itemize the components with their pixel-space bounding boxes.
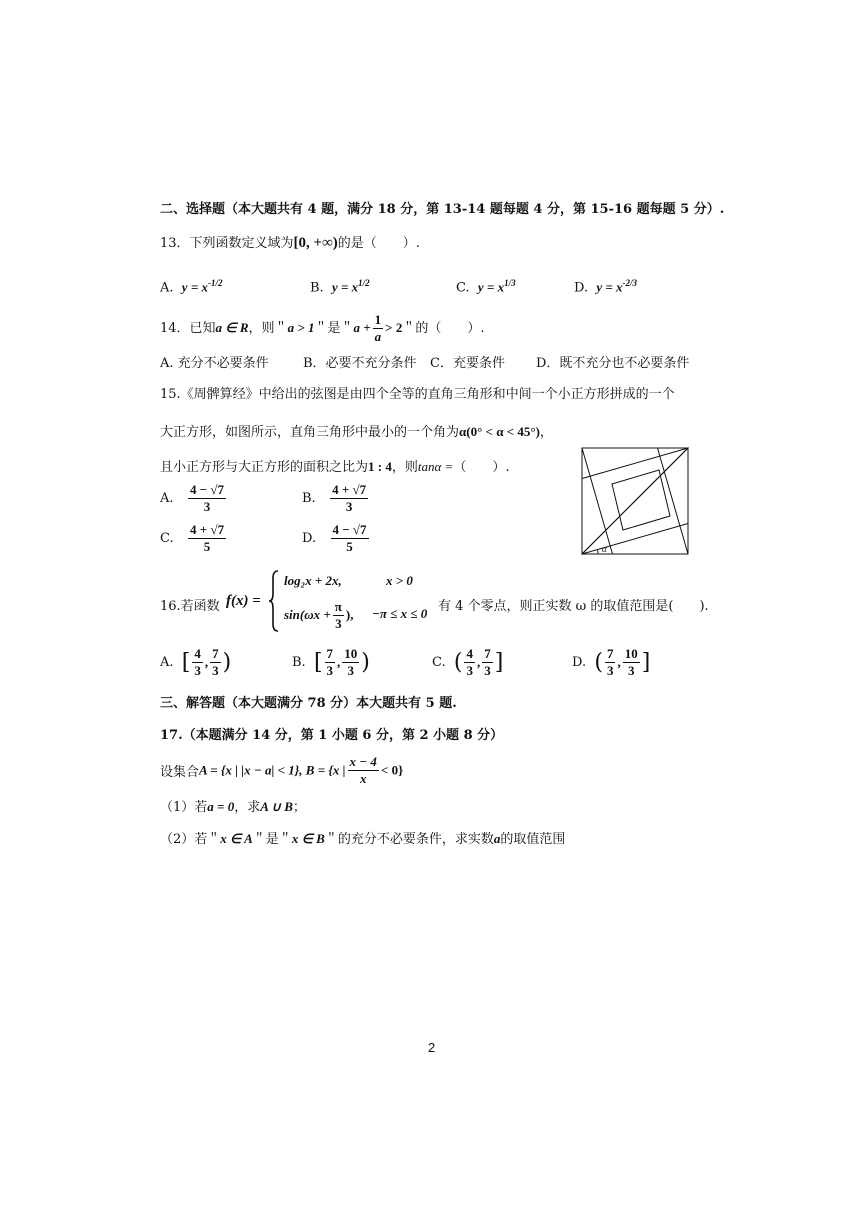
- q15-option-a[interactable]: A. $\frac{4 - √7}{3}$: [160, 482, 224, 514]
- q15-option-b[interactable]: B. $\frac{4 + √7}{3}$: [302, 482, 367, 514]
- q13-option-d[interactable]: D. $y = x^{-2/3}$: [574, 278, 638, 296]
- q13-stem: [160, 232, 420, 252]
- q15-line3: 且小正方形与大正方形的面积之比为1 : 4，则tanα =（ ）.: [160, 459, 510, 475]
- q16-stem-b: 有 4 个零点，则正实数 ω 的取值范围是( ).: [438, 599, 709, 614]
- q15-angle-range: α(0° < α < 45°): [459, 424, 540, 439]
- q15-option-d[interactable]: D. $\frac{4 - √7}{5}$: [302, 522, 367, 554]
- alpha-label: α: [602, 544, 607, 554]
- q16-case1-cond: x > 0: [386, 573, 413, 588]
- q14-stem: 14．已知a ∈ R，则＂a > 1＂是＂a + $\frac{1}{a}$ > 2＂的（ ）.: [160, 312, 485, 344]
- q14-option-b[interactable]: B．必要不充分条件: [303, 356, 417, 371]
- piecewise-brace: [268, 570, 280, 632]
- q17-title: 17.（本题满分 14 分，第 1 小题 6 分，第 2 小题 8 分）: [160, 728, 504, 743]
- q13-stem-b: 的是（ ）.: [337, 236, 420, 251]
- page-number: 2: [428, 1040, 436, 1055]
- q15-line2: 大正方形，如图所示，直角三角形中最小的一个角为α(0° < α < 45°)，: [160, 424, 553, 440]
- q14-option-a[interactable]: A. 充分不必要条件: [160, 356, 269, 371]
- small-square: [612, 470, 670, 530]
- q16-case1-expr: log₂x + 2x,: [284, 573, 342, 588]
- q13-stem-a: 13．下列函数定义域为: [160, 236, 294, 251]
- pinwheel-square-figure: [578, 446, 692, 558]
- angle-arc: [598, 550, 599, 555]
- q16-case2-cond: −π ≤ x ≤ 0: [372, 606, 428, 621]
- q17-part2: （2）若＂x ∈ A＂是＂x ∈ B＂的充分不必要条件，求实数a的取值范围: [160, 831, 566, 847]
- q16-fx: f(x) =: [226, 593, 261, 609]
- section2-title: 二、选择题（本大题共有 4 题，满分 18 分，第 13-14 题每题 4 分，第 15-16 题每题 5 分）.: [160, 202, 725, 217]
- q16-option-c[interactable]: C. ( $\frac{4}{3}$ , $\frac{7}{3}$ ]: [432, 646, 504, 678]
- q16-case2-expr: sin(ωx + $\frac{\pi}{3}$ ),: [284, 599, 354, 631]
- q17-part1: （1）若a = 0，求A ∪ B；: [160, 799, 306, 815]
- q13-option-c[interactable]: C. $y = x^{1/3}$: [456, 278, 516, 296]
- q14-cond2: a > 1: [287, 320, 315, 335]
- q13-option-a[interactable]: A. $y = x^{-1/2}$: [160, 278, 223, 296]
- q13-option-b[interactable]: B. $y = x^{1/2}$: [310, 278, 370, 296]
- section3-title: 三、解答题（本大题满分 78 分）本大题共有 5 题.: [160, 696, 457, 711]
- q16-option-b[interactable]: B. [ $\frac{7}{3}$ , $\frac{10}{3}$ ): [292, 646, 370, 678]
- q13-interval: [0, +∞): [293, 235, 338, 251]
- q16-option-a[interactable]: A. [ $\frac{4}{3}$ , $\frac{7}{3}$ ): [160, 646, 232, 678]
- q15-line1: 15.《周髀算经》中给出的弦图是由四个全等的直角三角形和中间一个小正方形拼成的一个: [160, 387, 675, 402]
- q16-stem-a: 16.若函数: [160, 599, 220, 614]
- q16-option-d[interactable]: D. ( $\frac{7}{3}$ , $\frac{10}{3}$ ]: [572, 646, 651, 678]
- q14-option-c[interactable]: C．充要条件: [430, 356, 505, 371]
- q15-ratio: 1 : 4: [368, 459, 392, 474]
- q14-option-d[interactable]: D．既不充分也不必要条件: [536, 356, 690, 371]
- q14-cond1: a ∈ R: [215, 320, 249, 335]
- q14-fraction: $\frac{1}{a}$: [374, 312, 382, 344]
- triangle-left: [582, 448, 688, 554]
- q15-option-c[interactable]: C. $\frac{4 + √7}{5}$: [160, 522, 225, 554]
- q17-set-definition: 设集合A = {x | |x − a| < 1}, B = {x | $\frac{x - 4}{x}$ < 0}: [160, 754, 404, 786]
